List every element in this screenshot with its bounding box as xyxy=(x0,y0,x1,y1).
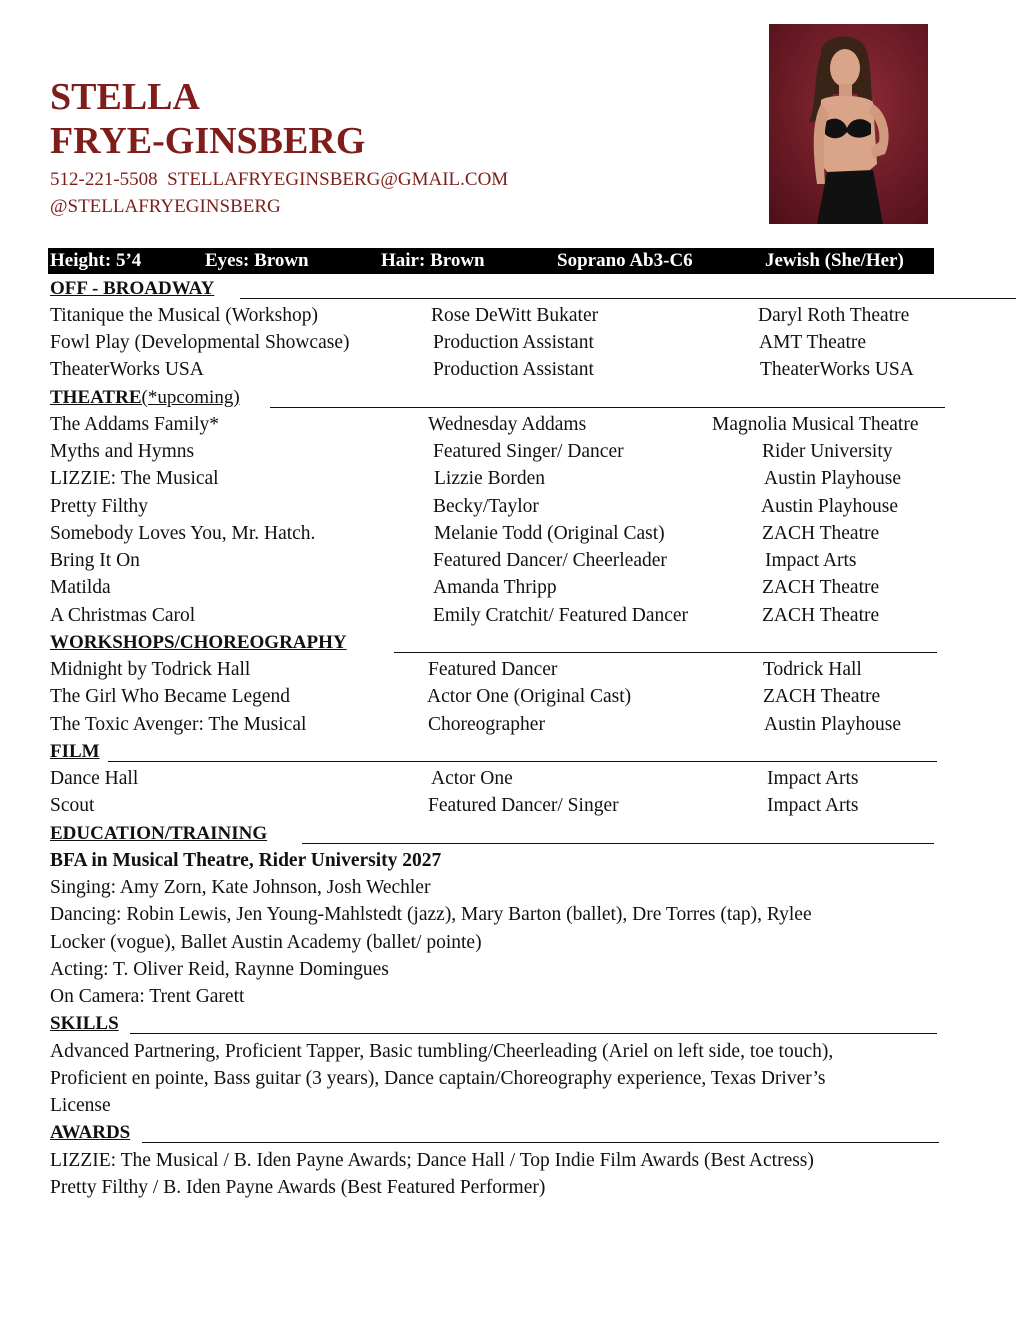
credit-role: Melanie Todd (Original Cast) xyxy=(434,523,665,544)
credit-row xyxy=(0,765,1022,792)
training-line: Dancing: Robin Lewis, Jen Young-Mahlstedt (jazz), Mary Barton (ballet), Dre Torres (tap), Rylee xyxy=(50,904,812,925)
credit-title: Pretty Filthy xyxy=(50,496,149,517)
phone: 512-221-5508 xyxy=(50,169,158,190)
section-heading-label: FILM xyxy=(50,741,100,762)
last-name: FRYE-GINSBERG xyxy=(50,120,366,162)
credit-row xyxy=(0,329,1022,356)
credit-role: Production Assistant xyxy=(433,332,594,353)
email: STELLAFRYEGINSBERG@GMAIL.COM xyxy=(167,169,509,190)
credit-row xyxy=(0,438,1022,465)
credit-row xyxy=(0,656,1022,683)
award-line: LIZZIE: The Musical / B. Iden Payne Awards; Dance Hall / Top Indie Film Awards (Best Actress) xyxy=(50,1150,814,1171)
skills-line: License xyxy=(50,1095,111,1116)
section-heading-label: WORKSHOPS/CHOREOGRAPHY xyxy=(50,632,347,653)
credit-role: Becky/Taylor xyxy=(433,496,539,517)
stat-eyes: Eyes: Brown xyxy=(205,250,309,271)
credit-venue: Austin Playhouse xyxy=(764,468,902,489)
section-heading-off-broadway xyxy=(50,278,214,300)
credit-role: Emily Cratchit/ Featured Dancer xyxy=(433,605,689,626)
credit-row xyxy=(0,302,1022,329)
section-heading-label: THEATRE xyxy=(50,387,142,408)
stat-hair: Hair: Brown xyxy=(381,250,485,271)
credit-title: Bring It On xyxy=(50,550,140,571)
credit-title: Titanique the Musical (Workshop) xyxy=(50,305,318,326)
credit-title: Midnight by Todrick Hall xyxy=(50,659,251,680)
credit-row xyxy=(0,520,1022,547)
degree-line xyxy=(50,847,441,874)
training-line: Locker (vogue), Ballet Austin Academy (ballet/ pointe) xyxy=(50,932,482,953)
section-heading-label: AWARDS xyxy=(50,1122,131,1143)
credit-venue: Austin Playhouse xyxy=(761,496,899,517)
credit-title: TheaterWorks USA xyxy=(50,359,204,380)
credit-role: Actor One (Original Cast) xyxy=(427,686,632,707)
credit-row xyxy=(0,574,1022,601)
skills-line: Proficient en pointe, Bass guitar (3 years), Dance captain/Choreography experience, Texas Driver’s xyxy=(50,1068,826,1089)
stats-bar xyxy=(48,248,934,274)
credit-title: Dance Hall xyxy=(50,768,139,789)
credit-title: A Christmas Carol xyxy=(50,605,196,626)
credit-role: Wednesday Addams xyxy=(428,414,587,435)
credit-role: Actor One xyxy=(431,768,513,789)
degree: BFA in Musical Theatre xyxy=(50,850,249,871)
credit-title: The Addams Family* xyxy=(50,414,219,435)
stat-voice: Soprano Ab3-C6 xyxy=(557,250,693,271)
credit-row xyxy=(0,547,1022,574)
credit-venue: Rider University xyxy=(762,441,893,462)
credit-role: Lizzie Borden xyxy=(434,468,545,489)
headshot-image xyxy=(769,24,928,224)
credit-row xyxy=(0,493,1022,520)
section-rule xyxy=(142,1142,939,1143)
training-line: Acting: T. Oliver Reid, Raynne Domingues xyxy=(50,959,389,980)
award-line: Pretty Filthy / B. Iden Payne Awards (Best Featured Performer) xyxy=(50,1177,546,1198)
section-heading-skills xyxy=(50,1013,119,1035)
headshot-photo xyxy=(769,24,928,224)
credit-row xyxy=(0,711,1022,738)
credit-title: Fowl Play (Developmental Showcase) xyxy=(50,332,350,353)
credit-row xyxy=(0,356,1022,383)
credit-venue: Austin Playhouse xyxy=(764,714,902,735)
section-heading-label: EDUCATION/TRAINING xyxy=(50,823,268,844)
credit-role: Rose DeWitt Bukater xyxy=(431,305,599,326)
credit-title: Myths and Hymns xyxy=(50,441,195,462)
credit-role: Featured Singer/ Dancer xyxy=(433,441,624,462)
section-rule xyxy=(108,761,937,762)
credit-title: The Toxic Avenger: The Musical xyxy=(50,714,307,735)
credit-title: Somebody Loves You, Mr. Hatch. xyxy=(50,523,316,544)
credit-title: LIZZIE: The Musical xyxy=(50,468,219,489)
credit-row xyxy=(0,602,1022,629)
section-rule xyxy=(394,652,937,653)
credit-row xyxy=(0,792,1022,819)
credit-venue: Impact Arts xyxy=(767,768,859,789)
credit-venue: ZACH Theatre xyxy=(762,577,880,598)
first-name: STELLA xyxy=(50,76,200,118)
credit-row xyxy=(0,465,1022,492)
section-heading-label: SKILLS xyxy=(50,1013,119,1034)
section-heading-film xyxy=(50,741,100,763)
credit-venue: Impact Arts xyxy=(765,550,857,571)
credit-role: Production Assistant xyxy=(433,359,594,380)
stat-height: Height: 5’4 xyxy=(50,250,142,271)
section-heading-awards xyxy=(50,1122,130,1144)
section-rule xyxy=(130,1033,937,1034)
credit-venue: Daryl Roth Theatre xyxy=(758,305,910,326)
social-handle: @STELLAFRYEGINSBERG xyxy=(50,196,281,217)
credit-venue: TheaterWorks USA xyxy=(760,359,914,380)
credit-venue: Impact Arts xyxy=(767,795,859,816)
credit-role: Featured Dancer xyxy=(428,659,558,680)
credit-venue: Todrick Hall xyxy=(763,659,862,680)
stat-identity: Jewish (She/Her) xyxy=(765,250,904,271)
section-rule xyxy=(270,407,945,408)
credit-row xyxy=(0,411,1022,438)
credit-venue: ZACH Theatre xyxy=(762,523,880,544)
credit-title: Scout xyxy=(50,795,95,816)
credit-venue: ZACH Theatre xyxy=(762,605,880,626)
credit-venue: Magnolia Musical Theatre xyxy=(712,414,919,435)
credit-role: Featured Dancer/ Cheerleader xyxy=(433,550,667,571)
credit-row xyxy=(0,683,1022,710)
upcoming-note: (*upcoming) xyxy=(141,387,240,408)
credit-role: Featured Dancer/ Singer xyxy=(428,795,619,816)
skills-line: Advanced Partnering, Proficient Tapper, Basic tumbling/Cheerleading (Ariel on left side, toe touch), xyxy=(50,1041,834,1062)
section-heading-workshops xyxy=(50,632,347,654)
contact-line xyxy=(50,168,508,192)
credit-venue: ZACH Theatre xyxy=(763,686,881,707)
section-rule xyxy=(302,843,934,844)
credit-venue: AMT Theatre xyxy=(759,332,867,353)
school: , Rider University 2027 xyxy=(248,850,442,871)
credit-role: Choreographer xyxy=(428,714,545,735)
section-heading-label: OFF - BROADWAY xyxy=(50,278,215,299)
credit-title: Matilda xyxy=(50,577,111,598)
section-rule xyxy=(240,298,1016,299)
credit-title: The Girl Who Became Legend xyxy=(50,686,291,707)
section-heading-education xyxy=(50,823,267,845)
section-heading-theatre xyxy=(50,387,240,409)
credit-role: Amanda Thripp xyxy=(433,577,557,598)
training-line: Singing: Amy Zorn, Kate Johnson, Josh Wechler xyxy=(50,877,431,898)
training-line: On Camera: Trent Garett xyxy=(50,986,245,1007)
